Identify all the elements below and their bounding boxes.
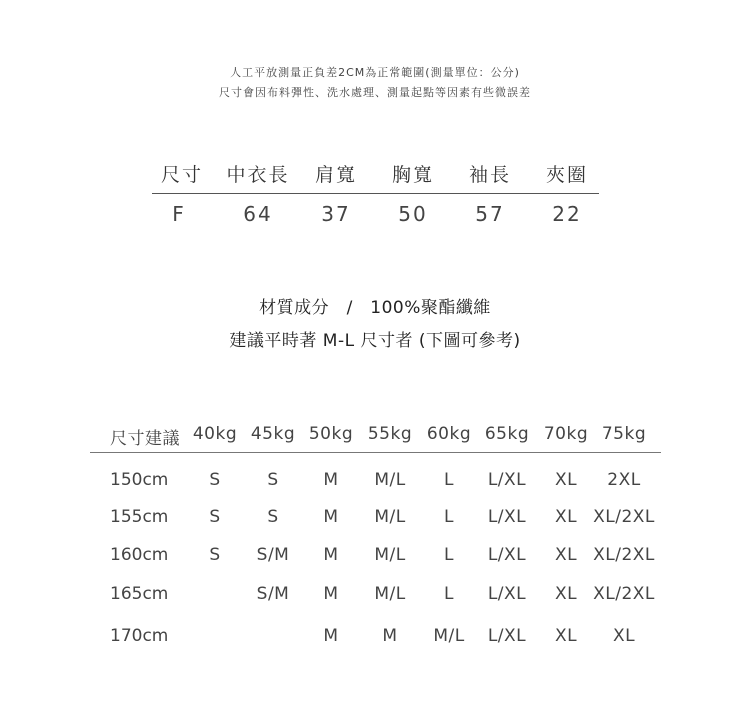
size-chart-row (0, 507, 750, 533)
measurement-value-size: F (172, 202, 186, 226)
size-cell: M/L (374, 507, 406, 527)
size-cell: M (323, 626, 339, 646)
size-cell: XL (612, 626, 636, 646)
height-label: 165cm (110, 584, 169, 604)
size-cell: L/XL (487, 626, 527, 646)
size-chart-row (0, 470, 750, 496)
weight-header: 75kg (601, 424, 647, 444)
size-cell: S (267, 470, 279, 490)
measurement-note-line-2: 尺寸會因布料彈性、洗水處理、測量起點等因素有些微誤差 (219, 86, 531, 99)
size-cell: XL (554, 507, 578, 527)
size-cell: L/XL (487, 470, 527, 490)
height-label: 150cm (110, 470, 169, 490)
material-composition: 材質成分 / 100%聚酯纖維 (259, 298, 491, 318)
size-cell: M/L (374, 545, 406, 565)
size-cell: L (444, 584, 454, 604)
size-cell: M (382, 626, 398, 646)
size-chart-corner-label: 尺寸建議 (110, 429, 180, 449)
size-chart-row (0, 545, 750, 571)
size-cell: L/XL (487, 507, 527, 527)
size-cell: M (323, 545, 339, 565)
size-chart-row (0, 584, 750, 610)
size-chart-header (0, 424, 750, 450)
measurement-value-length: 64 (243, 202, 273, 226)
weight-header: 60kg (426, 424, 472, 444)
size-cell: XL/2XL (593, 545, 655, 565)
measurement-table-header (150, 160, 600, 190)
size-cell: S (267, 507, 279, 527)
measurement-value-sleeve: 57 (475, 202, 505, 226)
measurement-header-shoulder: 肩寬 (314, 164, 357, 186)
size-cell: M/L (374, 470, 406, 490)
weight-header: 40kg (192, 424, 238, 444)
size-cell: XL (554, 584, 578, 604)
measurement-header-length: 中衣長 (226, 164, 290, 186)
measurement-table-values (150, 202, 600, 232)
size-advice: 建議平時著 M-L 尺寸者 (下圖可參考) (229, 331, 521, 351)
size-cell: S (209, 507, 221, 527)
weight-header: 65kg (484, 424, 530, 444)
measurement-header-size: 尺寸 (160, 164, 203, 186)
size-cell: XL/2XL (593, 507, 655, 527)
size-cell: M/L (433, 626, 465, 646)
measurement-table-divider (152, 193, 599, 194)
size-cell: M (323, 507, 339, 527)
size-cell: XL/2XL (593, 584, 655, 604)
height-label: 170cm (110, 626, 169, 646)
measurement-value-armhole: 22 (552, 202, 582, 226)
measurement-header-chest: 胸寬 (391, 164, 434, 186)
size-cell: XL (554, 626, 578, 646)
size-cell: S (209, 545, 221, 565)
size-cell: M (323, 470, 339, 490)
weight-header: 45kg (250, 424, 296, 444)
size-cell: XL (554, 545, 578, 565)
size-cell: XL (554, 470, 578, 490)
size-cell: L (444, 545, 454, 565)
size-cell: 2XL (607, 470, 641, 490)
measurement-value-shoulder: 37 (321, 202, 351, 226)
weight-header: 55kg (367, 424, 413, 444)
size-cell: M/L (374, 584, 406, 604)
size-cell: S/M (256, 584, 290, 604)
measurement-header-sleeve: 袖長 (468, 164, 511, 186)
height-label: 160cm (110, 545, 169, 565)
size-cell: L (444, 507, 454, 527)
size-chart-row (0, 626, 750, 652)
size-cell: L/XL (487, 584, 527, 604)
weight-header: 50kg (308, 424, 354, 444)
measurement-note-line-1: 人工平放測量正負差2CM為正常範圍(測量單位：公分) (230, 66, 520, 79)
height-label: 155cm (110, 507, 169, 527)
size-cell: L (444, 470, 454, 490)
measurement-header-armhole: 夾圈 (545, 164, 588, 186)
size-cell: S/M (256, 545, 290, 565)
size-cell: M (323, 584, 339, 604)
measurement-value-chest: 50 (398, 202, 428, 226)
weight-header: 70kg (543, 424, 589, 444)
size-chart-divider (90, 452, 661, 453)
size-cell: L/XL (487, 545, 527, 565)
size-cell: S (209, 470, 221, 490)
